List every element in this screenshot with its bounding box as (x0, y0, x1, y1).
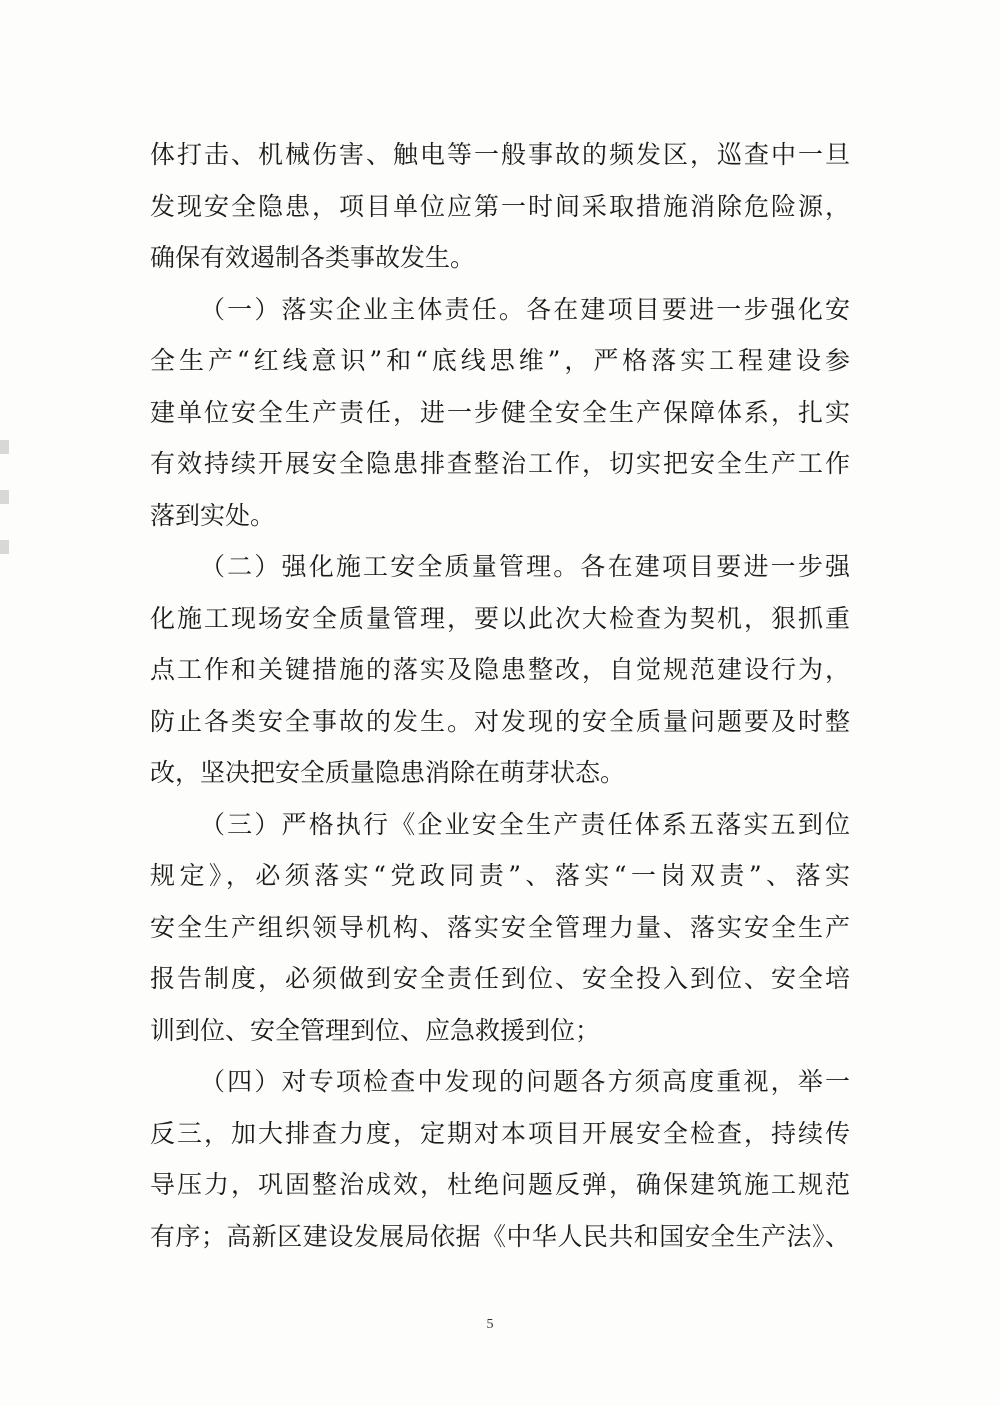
body-text-line: 点工作和关键措施的落实及隐患整改，自觉规范建设行为， (150, 655, 850, 684)
page-number: 5 (486, 1317, 494, 1332)
scan-edge-mark (0, 490, 9, 504)
body-text-line: 防止各类安全事故的发生。对发现的安全质量问题要及时整 (150, 707, 850, 736)
body-text-line: 训到位、安全管理到位、应急救援到位； (150, 1016, 601, 1045)
body-text-line: 确保有效遏制各类事故发生。 (150, 243, 476, 272)
body-text-line: 改，坚决把安全质量隐患消除在萌芽状态。 (150, 758, 626, 787)
body-text-line: 规定》，必须落实“党政同责”、落实“一岗双责”、落实 (150, 861, 851, 890)
body-text-line: 导压力，巩固整治成效，杜绝问题反弹，确保建筑施工规范 (150, 1170, 850, 1199)
body-text-line: 化施工现场安全质量管理，要以此次大检查为契机，狠抓重 (150, 604, 850, 633)
section-2-heading-line: （二）强化施工安全质量管理。各在建项目要进一步强 (200, 552, 850, 581)
body-text-line: 有效持续开展安全隐患排查整治工作，切实把安全生产工作 (150, 449, 850, 478)
body-text-line: 反三，加大排查力度，定期对本项目开展安全检查，持续传 (150, 1119, 850, 1148)
section-3-heading-line: （三）严格执行《企业安全生产责任体系五落实五到位 (200, 810, 850, 839)
body-text-line: 有序；高新区建设发展局依据《中华人民共和国安全生产法》、 (150, 1222, 850, 1251)
body-text-line: 发现安全隐患，项目单位应第一时间采取措施消除危险源， (150, 192, 850, 221)
body-text-line: 落到实处。 (150, 501, 276, 530)
body-text-line: 安全生产组织领导机构、落实安全管理力量、落实安全生产 (150, 913, 850, 942)
scan-edge-mark (0, 540, 9, 554)
section-1-heading-line: （一）落实企业主体责任。各在建项目要进一步强化安 (200, 295, 850, 324)
section-4-heading-line: （四）对专项检查中发现的问题各方须高度重视，举一 (200, 1067, 850, 1096)
body-text-line: 体打击、机械伤害、触电等一般事故的频发区，巡查中一旦 (150, 140, 850, 169)
body-text-line: 报告制度，必须做到安全责任到位、安全投入到位、安全培 (150, 964, 850, 993)
scan-edge-mark (0, 440, 9, 454)
body-text-line: 建单位安全生产责任，进一步健全安全生产保障体系，扎实 (150, 398, 850, 427)
body-text-line: 全生产“红线意识”和“底线思维”，严格落实工程建设参 (150, 346, 850, 375)
